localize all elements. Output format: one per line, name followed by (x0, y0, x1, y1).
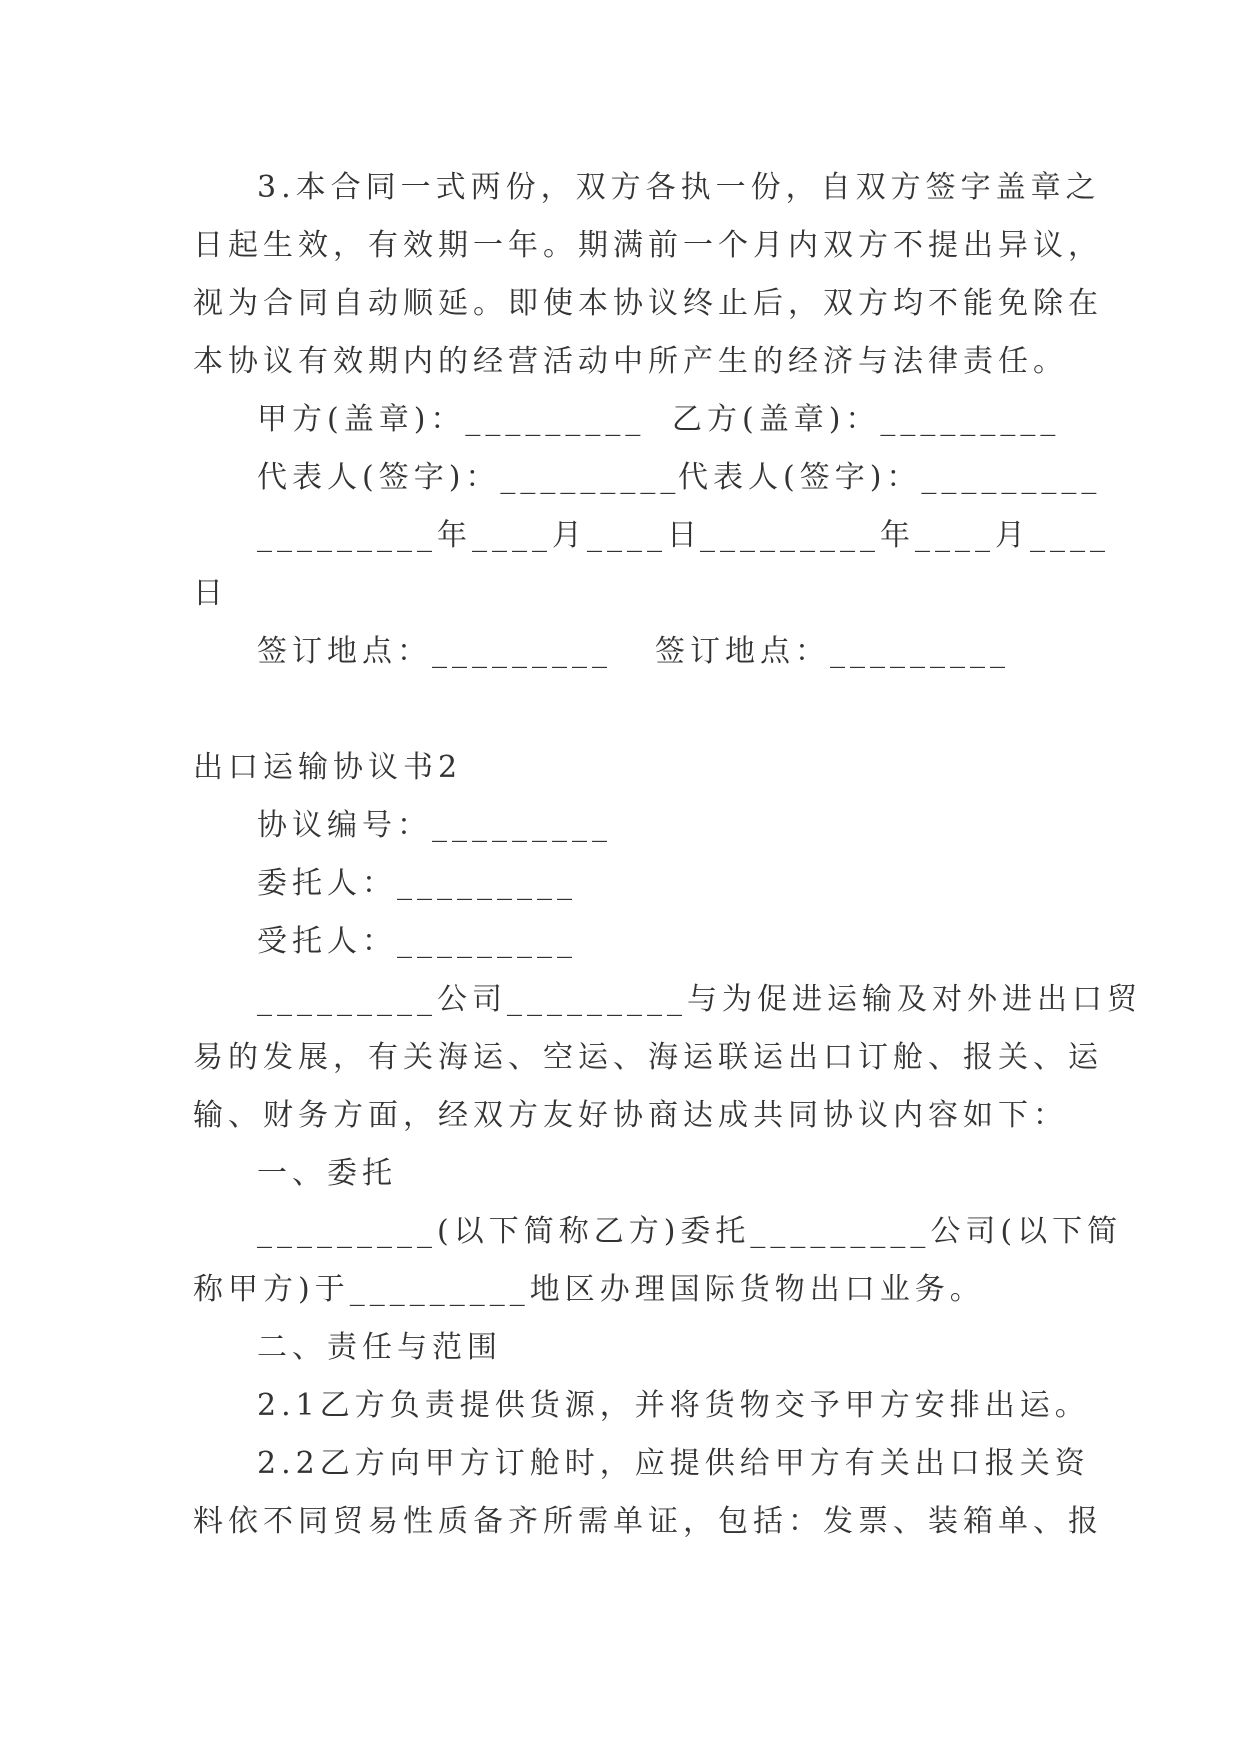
item-2-1: 2.1乙方负责提供货源，并将货物交予甲方安排出运。 (257, 1388, 1090, 1423)
party-b-seal: 乙方(盖章)：_________ (672, 402, 1061, 437)
rep-a-sign: 代表人(签字)：_________ (257, 460, 681, 495)
intro-line-2: 易的发展，有关海运、空运、海运联运出口订舱、报关、运 (193, 1040, 1103, 1075)
date-a: _________年____月____日 (257, 518, 702, 553)
place-b: 签订地点：_________ (655, 634, 1010, 669)
intro-line-1: _________公司_________与为促进运输及对外进出口贸 (257, 982, 1142, 1017)
section1-line-2: 称甲方)于_________地区办理国际货物出口业务。 (193, 1272, 985, 1307)
place-a: 签订地点：_________ (257, 634, 612, 669)
section2-title: 二、责任与范围 (257, 1330, 502, 1365)
date-b-continuation: 日 (193, 576, 228, 611)
agreement-number: 协议编号：_________ (257, 808, 612, 843)
trustee-field: 受托人：_________ (257, 924, 577, 959)
item-2-2-line-2: 料依不同贸易性质备齐所需单证，包括：发票、装箱单、报 (193, 1504, 1103, 1539)
agreement2-title: 出口运输协议书2 (193, 750, 463, 785)
rep-b-sign: 代表人(签字)：_________ (678, 460, 1102, 495)
clause3-line-1: 3.本合同一式两份，双方各执一份，自双方签字盖章之 (257, 170, 1101, 205)
clause3-line-2: 日起生效，有效期一年。期满前一个月内双方不提出异议， (193, 228, 1103, 263)
date-b: _________年____月____ (700, 518, 1110, 553)
section1-title: 一、委托 (257, 1156, 397, 1191)
party-a-seal: 甲方(盖章)：_________ (257, 402, 646, 437)
section1-line-1: _________(以下简称乙方)委托_________公司(以下简 (257, 1214, 1123, 1249)
item-2-2-line-1: 2.2乙方向甲方订舱时，应提供给甲方有关出口报关资 (257, 1446, 1090, 1481)
clause3-line-3: 视为合同自动顺延。即使本协议终止后，双方均不能免除在 (193, 286, 1103, 321)
clause3-line-4: 本协议有效期内的经营活动中所产生的经济与法律责任。 (193, 344, 1068, 379)
client-field: 委托人：_________ (257, 866, 577, 901)
intro-line-3: 输、财务方面，经双方友好协商达成共同协议内容如下： (193, 1098, 1068, 1133)
